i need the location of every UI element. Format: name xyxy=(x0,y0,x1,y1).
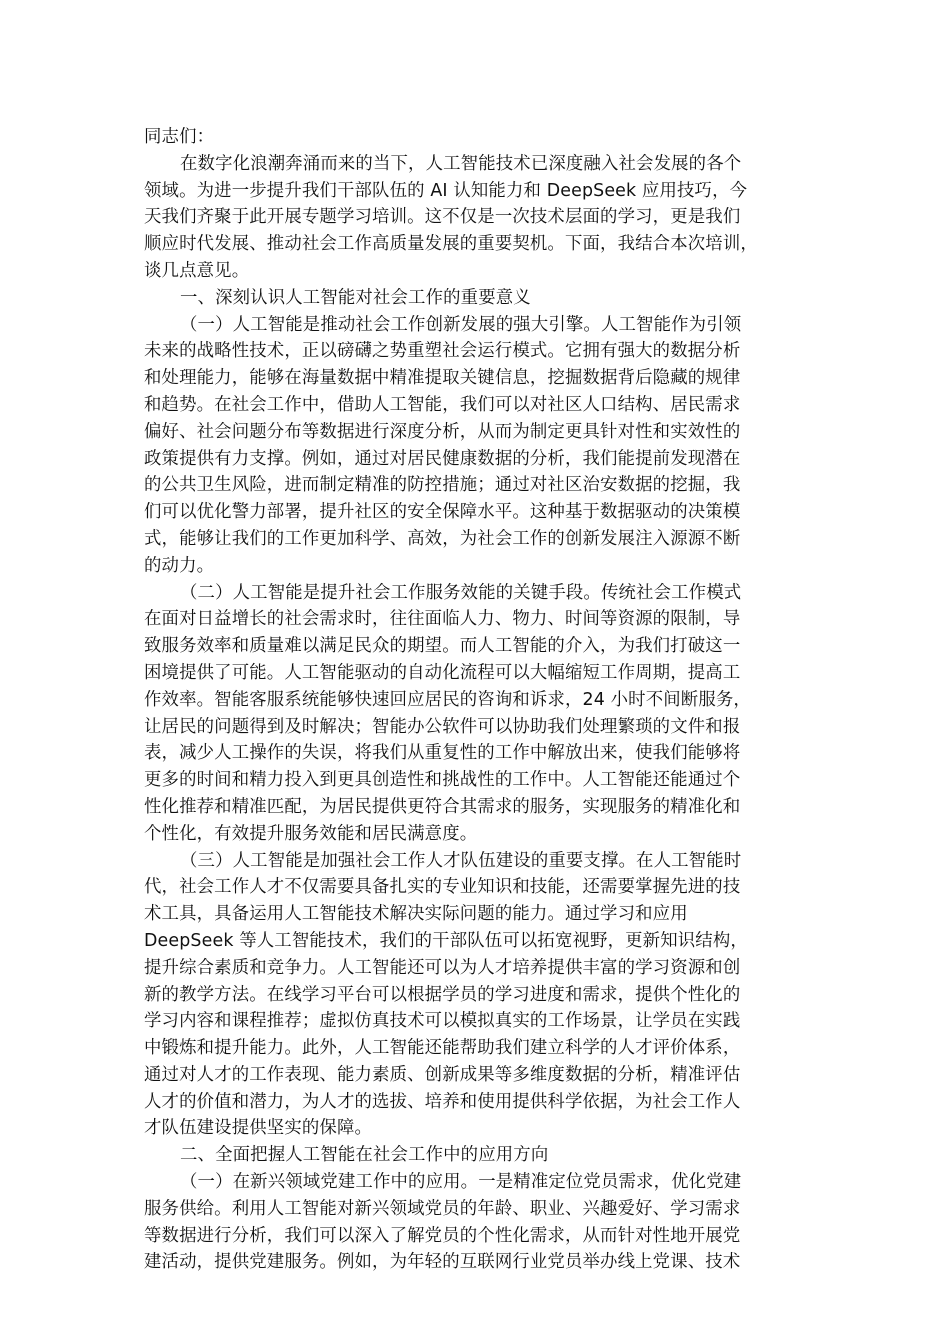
text-line: 服务供给。利用人工智能对新兴领域党员的年龄、职业、兴趣爱好、学习需求 xyxy=(144,1198,741,1219)
text-line: 中锻炼和提升能力。此外，人工智能还能帮助我们建立科学的人才评价体系， xyxy=(144,1038,741,1059)
text-line: 天我们齐聚于此开展专题学习培训。这不仅是一次技术层面的学习，更是我们 xyxy=(144,207,741,228)
text-line: 的动力。 xyxy=(144,555,215,576)
text-line: 术工具，具备运用人工智能技术解决实际问题的能力。通过学习和应用 xyxy=(144,904,688,925)
text-line: 在数字化浪潮奔涌而来的当下，人工智能技术已深度融入社会发展的各个 xyxy=(180,153,742,174)
text-line: 更多的时间和精力投入到更具创造性和挑战性的工作中。人工智能还能通过个 xyxy=(144,770,741,791)
text-line: 同志们： xyxy=(144,127,215,147)
text-line: 领域。为进一步提升我们干部队伍的 AI 认知能力和 DeepSeek 应用技巧，今 xyxy=(144,180,748,201)
text-line: 式，能够让我们的工作更加科学、高效，为社会工作的创新发展注入源源不断 xyxy=(144,528,741,549)
text-line: 表，减少人工操作的失误，将我们从重复性的工作中解放出来，使我们能够将 xyxy=(144,743,741,764)
text-line: 个性化，有效提升服务效能和居民满意度。 xyxy=(144,823,478,844)
text-line: 新的教学方法。在线学习平台可以根据学员的学习进度和需求，提供个性化的 xyxy=(144,984,741,1005)
text-line: 通过对人才的工作表现、能力素质、创新成果等多维度数据的分析，精准评估 xyxy=(144,1064,741,1085)
text-line: DeepSeek 等人工智能技术，我们的干部队伍可以拓宽视野，更新知识结构， xyxy=(144,930,748,951)
text-line: 政策提供有力支撑。例如，通过对居民健康数据的分析，我们能提前发现潜在 xyxy=(144,448,741,469)
text-line: （二）人工智能是提升社会工作服务效能的关键手段。传统社会工作模式 xyxy=(180,582,742,603)
text-line: 代，社会工作人才不仅需要具备扎实的专业知识和技能，还需要掌握先进的技 xyxy=(144,877,741,898)
text-line: 未来的战略性技术，正以磅礴之势重塑社会运行模式。它拥有强大的数据分析 xyxy=(144,341,741,362)
text-line: 致服务效率和质量难以满足民众的期望。而人工智能的介入，为我们打破这一 xyxy=(144,636,741,657)
text-line: 等数据进行分析，我们可以深入了解党员的个性化需求，从而针对性地开展党 xyxy=(144,1225,741,1246)
text-line: （一）人工智能是推动社会工作创新发展的强大引擎。人工智能作为引领 xyxy=(180,314,742,335)
text-line: 二、全面把握人工智能在社会工作中的应用方向 xyxy=(180,1145,549,1166)
text-line: 性化推荐和精准匹配，为居民提供更符合其需求的服务，实现服务的精准化和 xyxy=(144,796,741,817)
text-line: （一）在新兴领域党建工作中的应用。一是精准定位党员需求，优化党建 xyxy=(180,1172,742,1193)
text-line: （三）人工智能是加强社会工作人才队伍建设的重要支撑。在人工智能时 xyxy=(180,850,742,871)
text-line: 作效率。智能客服系统能够快速回应居民的咨询和诉求，24 小时不间断服务， xyxy=(144,689,751,710)
text-line: 学习内容和课程推荐；虚拟仿真技术可以模拟真实的工作场景，让学员在实践 xyxy=(144,1011,741,1032)
text-line: 和趋势。在社会工作中，借助人工智能，我们可以对社区人口结构、居民需求 xyxy=(144,394,741,415)
text-line: 建活动，提供党建服务。例如，为年轻的互联网行业党员举办线上党课、技术 xyxy=(144,1252,741,1273)
text-line: 让居民的问题得到及时解决；智能办公软件可以协助我们处理繁琐的文件和报 xyxy=(144,716,741,737)
text-line: 顺应时代发展、推动社会工作高质量发展的重要契机。下面，我结合本次培训， xyxy=(144,234,758,255)
text-line: 在面对日益增长的社会需求时，往往面临人力、物力、时间等资源的限制，导 xyxy=(144,609,741,630)
document-page xyxy=(144,124,810,1276)
text-line: 和处理能力，能够在海量数据中精准提取关键信息，挖掘数据背后隐藏的规律 xyxy=(144,368,741,389)
text-line: 们可以优化警力部署，提升社区的安全保障水平。这种基于数据驱动的决策模 xyxy=(144,502,741,523)
text-line: 困境提供了可能。人工智能驱动的自动化流程可以大幅缩短工作周期，提高工 xyxy=(144,662,741,683)
text-line: 偏好、社会问题分布等数据进行深度分析，从而为制定更具针对性和实效性的 xyxy=(144,421,741,442)
text-line: 谈几点意见。 xyxy=(144,260,250,281)
text-line: 一、深刻认识人工智能对社会工作的重要意义 xyxy=(180,287,531,308)
text-line: 提升综合素质和竞争力。人工智能还可以为人才培养提供丰富的学习资源和创 xyxy=(144,957,741,978)
text-line: 的公共卫生风险，进而制定精准的防控措施；通过对社区治安数据的挖掘，我 xyxy=(144,475,741,496)
text-line: 才队伍建设提供坚实的保障。 xyxy=(144,1118,373,1139)
text-line: 人才的价值和潜力，为人才的选拔、培养和使用提供科学依据，为社会工作人 xyxy=(144,1091,741,1112)
